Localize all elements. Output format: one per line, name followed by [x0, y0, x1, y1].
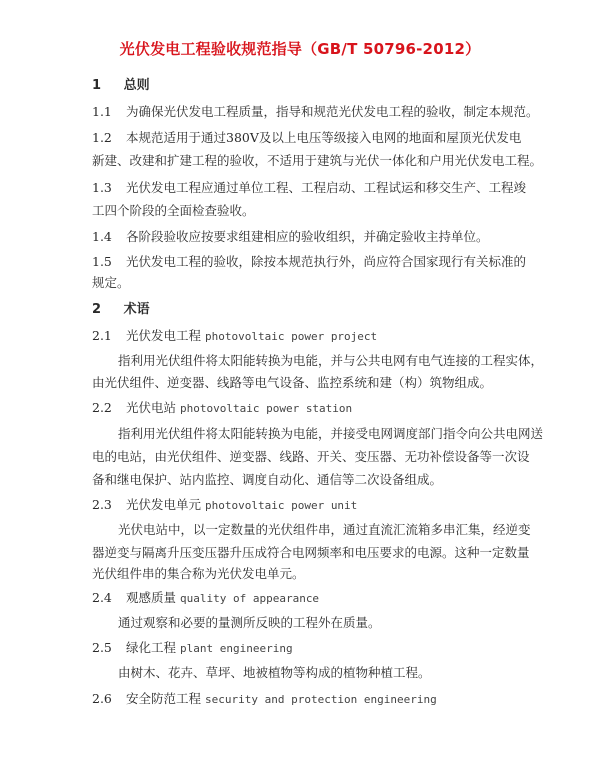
term-name: 光伏发电单元: [125, 497, 201, 512]
clause-text: 工四个阶段的全面检查验收。: [92, 203, 255, 218]
term-definition: 备和继电保护、站内监控、调度自动化、通信等二次设备组成。: [92, 472, 443, 487]
section-2-heading: [92, 302, 150, 318]
clause-text: 光伏发电工程的验收，除按本规范执行外，尚应符合国家现行有关标准的: [125, 254, 526, 269]
clause-text: 光伏发电工程应通过单位工程、工程启动、工程试运和移交生产、工程竣: [125, 180, 526, 195]
clause-1-3: [92, 180, 526, 196]
term-2-4: [92, 590, 319, 607]
clause-number: 1.1: [92, 104, 112, 119]
term-definition: 指利用光伏组件将太阳能转换为电能，并与公共电网有电气连接的工程实体，: [118, 353, 544, 368]
term-2-1-def-cont: [92, 375, 492, 391]
clause-text: 新建、改建和扩建工程的验收，不适用于建筑与光伏一体化和户用光伏发电工程。: [92, 153, 543, 168]
term-name: 安全防范工程: [125, 691, 201, 706]
term-english: quality of appearance: [179, 592, 320, 605]
term-2-3-def-cont2: [92, 566, 305, 582]
term-english: security and protection engineering: [204, 693, 437, 706]
clause-text: 规定。: [92, 275, 130, 290]
section-number: 2: [92, 302, 102, 317]
term-english: photovoltaic power unit: [204, 499, 358, 512]
clause-text: 为确保光伏发电工程质量，指导和规范光伏发电工程的验收，制定本规范。: [125, 104, 539, 119]
term-2-3-def: [118, 522, 531, 538]
clause-1-1: [92, 104, 539, 120]
clause-1-2: [92, 130, 521, 146]
term-2-2: [92, 400, 352, 417]
clause-1-2-cont: [92, 153, 542, 169]
clause-text: 各阶段验收应按要求组建相应的验收组织，并确定验收主持单位。: [125, 229, 489, 244]
section-number: 1: [92, 78, 102, 93]
clause-number: 2.2: [92, 400, 112, 415]
term-2-2-def: [118, 426, 543, 442]
term-definition: 由光伏组件、逆变器、线路等电气设备、监控系统和建（构）筑物组成。: [92, 375, 493, 390]
section-title: 总则: [123, 78, 150, 93]
term-2-6: [92, 691, 437, 708]
term-definition: 电的电站，由光伏组件、逆变器、线路、开关、变压器、无功补偿设备等一次设: [92, 449, 530, 464]
term-2-1-def: [118, 353, 543, 369]
clause-1-5-cont: [92, 275, 130, 291]
term-2-1: [92, 328, 377, 345]
term-name: 光伏电站: [125, 400, 176, 415]
clause-number: 2.4: [92, 590, 112, 605]
clause-number: 1.2: [92, 130, 112, 145]
document-title: 光伏发电工程验收规范指导（GB/T 50796-2012）: [119, 40, 481, 58]
clause-number: 2.3: [92, 497, 112, 512]
term-name: 光伏发电工程: [125, 328, 201, 343]
clause-number: 1.4: [92, 229, 112, 244]
term-definition: 通过观察和必要的量测所反映的工程外在质量。: [118, 615, 381, 630]
clause-number: 2.5: [92, 640, 112, 655]
term-definition: 由树木、花卉、草坪、地被植物等构成的植物种植工程。: [118, 665, 431, 680]
term-name: 观感质量: [125, 590, 176, 605]
clause-1-5: [92, 254, 526, 270]
term-2-4-def: [118, 615, 381, 631]
term-definition: 光伏电站中，以一定数量的光伏组件串，通过直流汇流箱多串汇集，经逆变: [118, 522, 531, 537]
clause-number: 1.3: [92, 180, 112, 195]
clause-text: 本规范适用于通过380V及以上电压等级接入电网的地面和屋顶光伏发电: [125, 130, 522, 145]
clause-number: 2.1: [92, 328, 112, 343]
term-english: photovoltaic power station: [179, 402, 353, 415]
term-english: plant engineering: [179, 642, 293, 655]
clause-1-4: [92, 229, 489, 245]
term-definition: 指利用光伏组件将太阳能转换为电能，并接受电网调度部门指令向公共电网送: [118, 426, 544, 441]
term-2-3: [92, 497, 357, 514]
term-definition: 光伏组件串的集合称为光伏发电单元。: [92, 566, 305, 581]
term-2-2-def-cont: [92, 449, 530, 465]
clause-number: 2.6: [92, 691, 112, 706]
clause-1-3-cont: [92, 203, 255, 219]
term-name: 绿化工程: [125, 640, 176, 655]
term-2-5-def: [118, 665, 431, 681]
clause-number: 1.5: [92, 254, 112, 269]
section-1-heading: [92, 78, 150, 94]
term-2-2-def-cont2: [92, 472, 442, 488]
term-2-3-def-cont: [92, 545, 530, 561]
term-definition: 器逆变与隔离升压变压器升压成符合电网频率和电压要求的电源。这种一定数量: [92, 545, 530, 560]
section-title: 术语: [123, 302, 150, 317]
term-english: photovoltaic power project: [204, 330, 378, 343]
term-2-5: [92, 640, 293, 657]
